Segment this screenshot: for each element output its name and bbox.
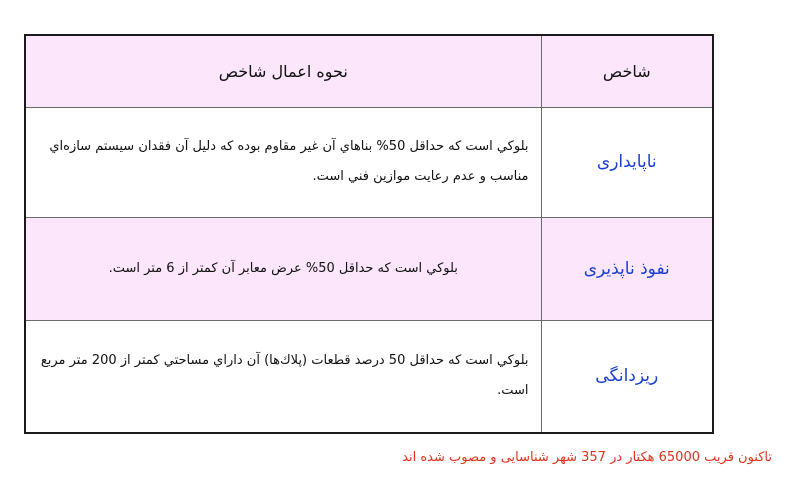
- header-method: نحوه اعمال شاخص: [25, 35, 541, 107]
- index-name: نفوذ ناپذیری: [541, 217, 713, 320]
- footnote: تاکنون قریب 65000 هکتار در 357 شهر شناسایی و مصوب شده اند: [402, 450, 772, 465]
- table-row: [25, 107, 713, 217]
- index-description: بلوكي است كه حداقل 50% عرض معابر آن كمتر از 6 متر است.: [25, 217, 541, 320]
- index-description: بلوكي است كه حداقل 50 درصد قطعات (پلاك‌ها) آن داراي مساحتي كمتر از 200 متر مربع است.: [25, 320, 541, 433]
- header-index: شاخص: [541, 35, 713, 107]
- table-row: [25, 217, 713, 320]
- table-header-row: [25, 35, 713, 107]
- indices-table: [24, 34, 714, 434]
- index-description: بلوكي است كه حداقل 50% بناهاي آن غير مقاوم بوده كه دليل آن فقدان سيستم سازه‌اي مناسب و عدم رعايت موازين فني است.: [25, 107, 541, 217]
- table-row: [25, 320, 713, 433]
- index-name: ناپایداری: [541, 107, 713, 217]
- index-name: ریزدانگی: [541, 320, 713, 433]
